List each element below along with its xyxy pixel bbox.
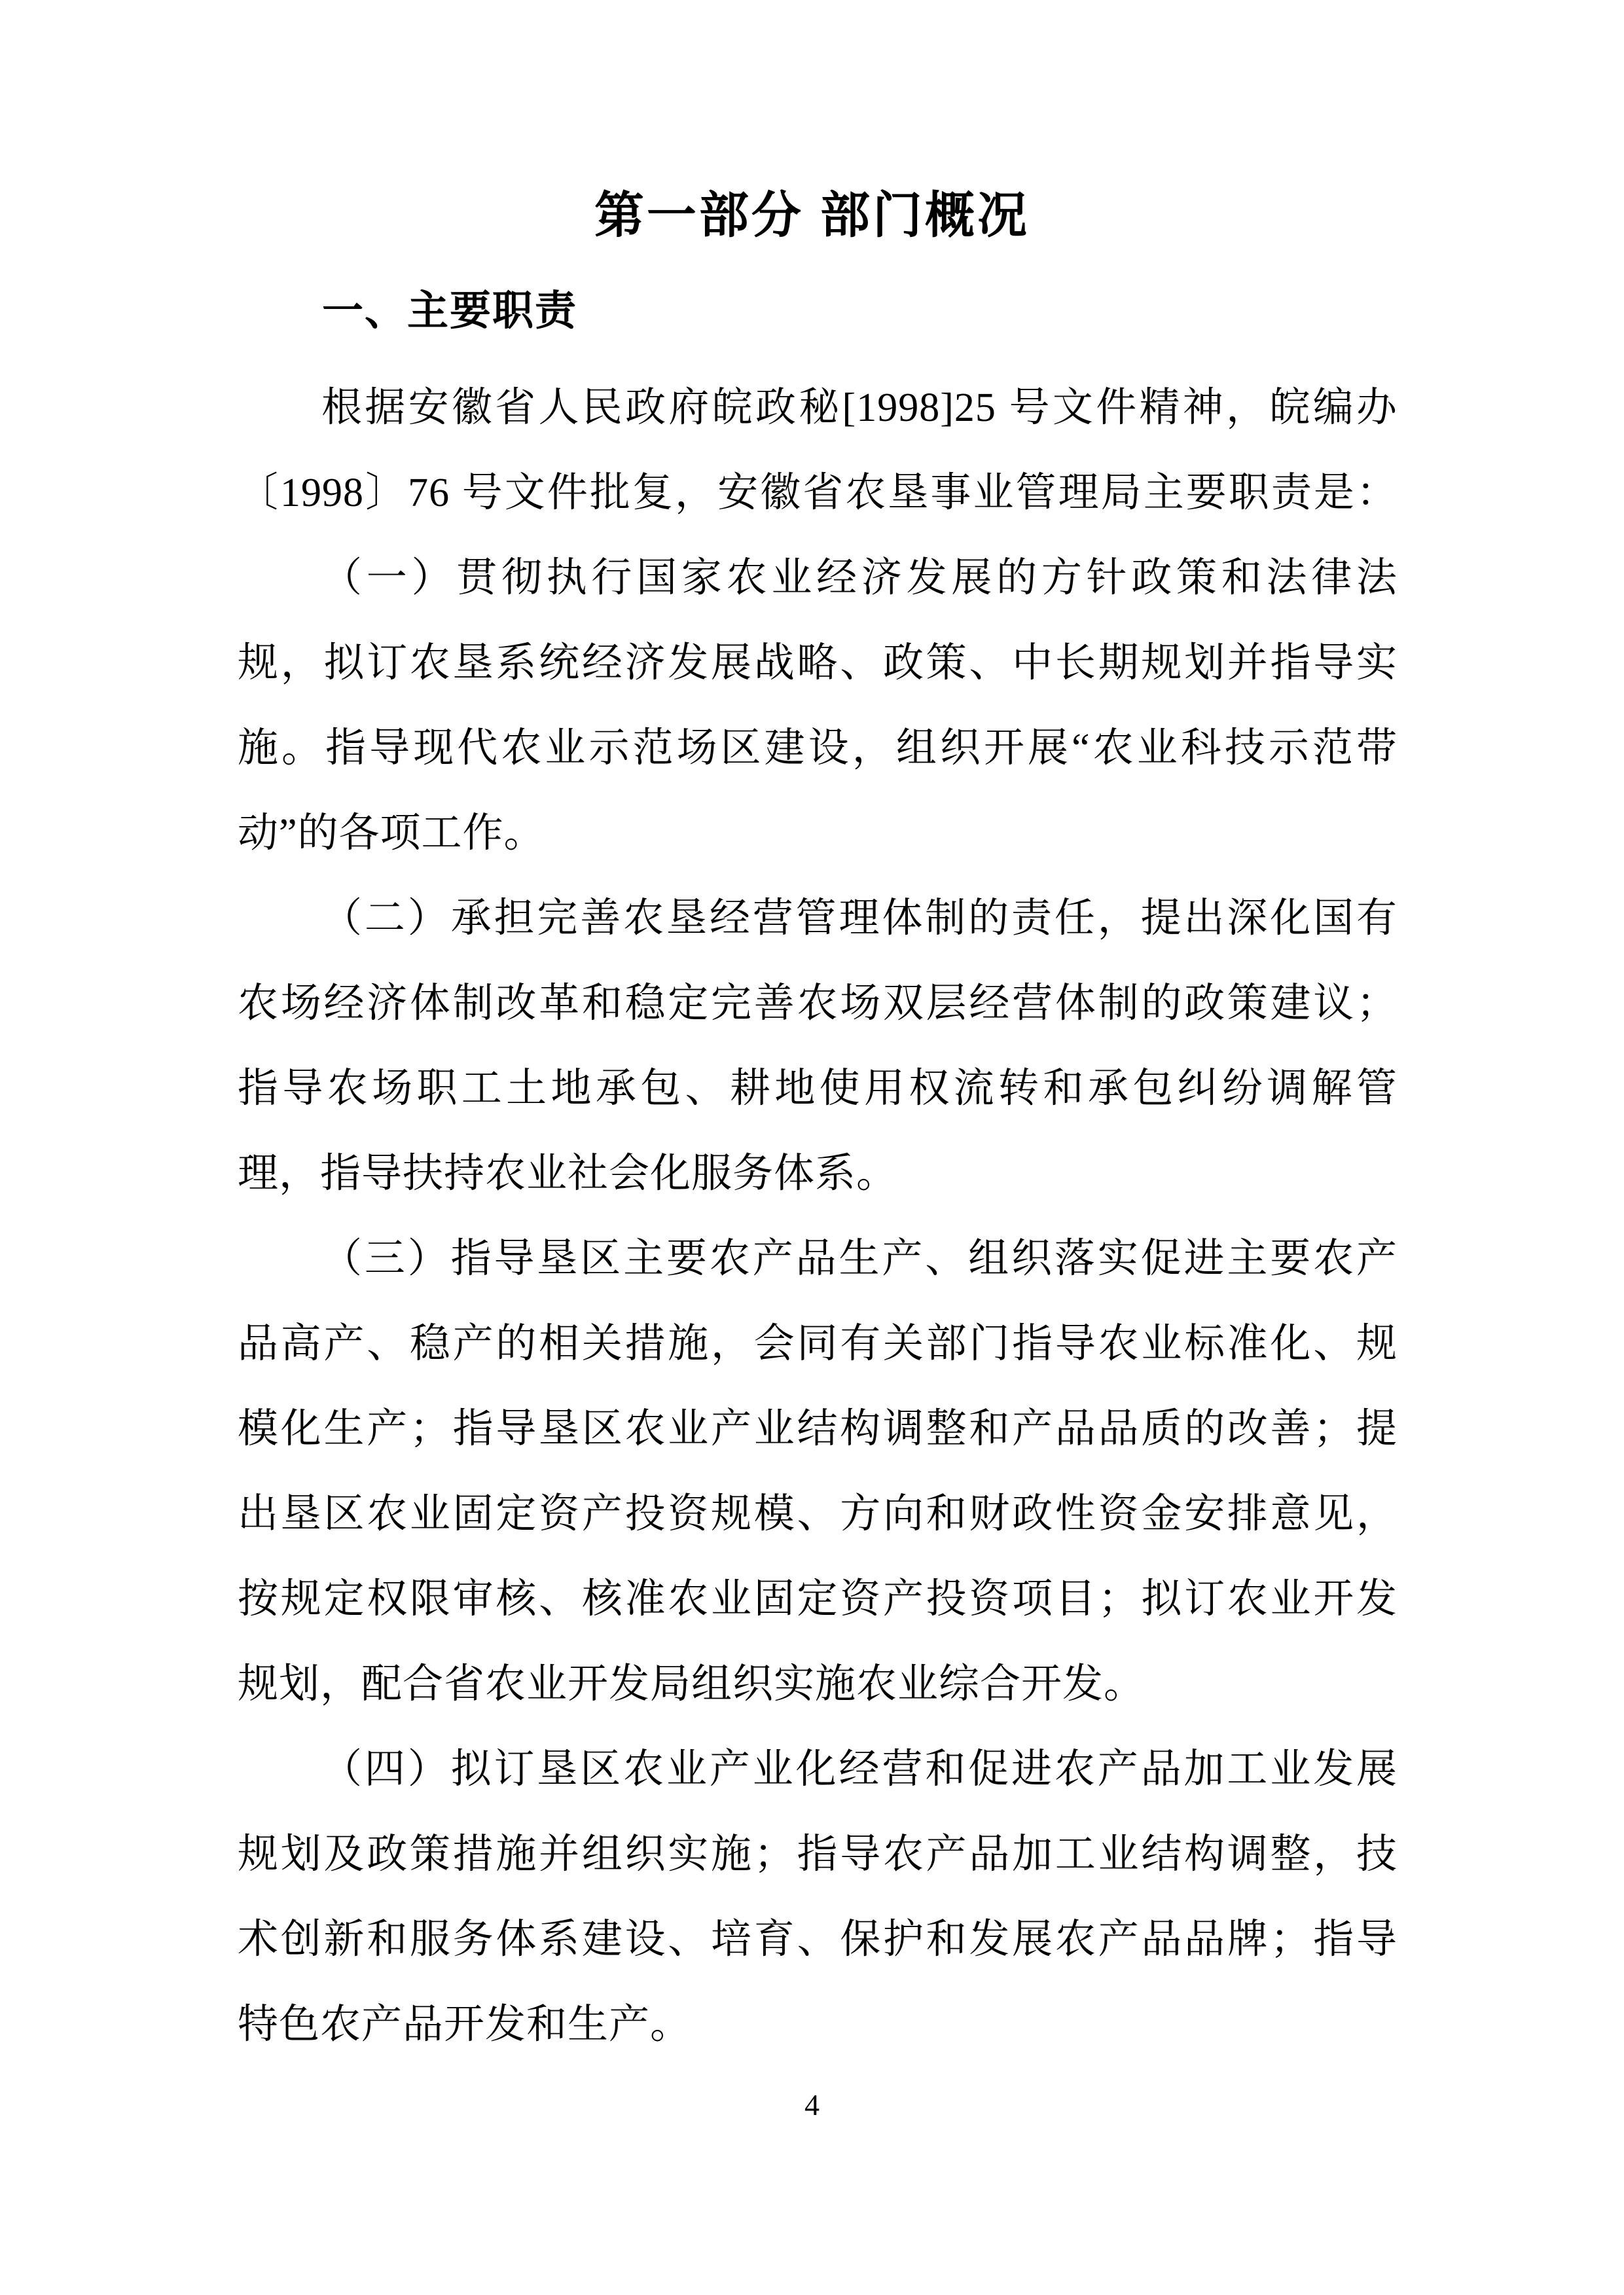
text-line: （二）承担完善农垦经营管理体制的责任，提出深化国有 bbox=[321, 896, 1398, 941]
text-line: 特色农产品开发和生产。 bbox=[238, 2002, 692, 2047]
section-heading: 一、主要职责 bbox=[322, 288, 577, 334]
text-line: 理，指导扶持农业社会化服务体系。 bbox=[238, 1151, 898, 1196]
text-line: 动”的各项工作。 bbox=[238, 811, 545, 856]
text-line: 模化生产；指导垦区农业产业结构调整和产品品质的改善；提 bbox=[238, 1407, 1398, 1451]
text-line: （四）拟订垦区农业产业化经营和促进农产品加工业发展 bbox=[321, 1747, 1398, 1792]
text-line: 按规定权限审核、核准农业固定资产投资项目；拟订农业开发 bbox=[238, 1577, 1398, 1621]
text-line: 〔1998〕76 号文件批复，安徽省农垦事业管理局主要职责是： bbox=[238, 471, 1398, 515]
text-line: 规，拟订农垦系统经济发展战略、政策、中长期规划并指导实 bbox=[238, 641, 1398, 685]
text-line: 品高产、稳产的相关措施，会同有关部门指导农业标准化、规 bbox=[238, 1322, 1398, 1366]
text-line: 根据安徽省人民政府皖政秘[1998]25 号文件精神，皖编办 bbox=[321, 386, 1398, 430]
text-line: 出垦区农业固定资产投资规模、方向和财政性资金安排意见， bbox=[238, 1492, 1398, 1536]
text-line: 规划及政策措施并组织实施；指导农产品加工业结构调整，技 bbox=[238, 1832, 1398, 1877]
document-title: 第一部分 部门概况 bbox=[594, 188, 1030, 244]
body-text-block bbox=[238, 365, 1398, 2067]
text-line: （三）指导垦区主要农产品生产、组织落实促进主要农产 bbox=[321, 1237, 1398, 1281]
text-line: 施。指导现代农业示范场区建设，组织开展“农业科技示范带 bbox=[238, 726, 1398, 770]
text-line: 指导农场职工土地承包、耕地使用权流转和承包纠纷调解管 bbox=[238, 1066, 1398, 1111]
page-number: 4 bbox=[804, 2088, 820, 2122]
text-line: 农场经济体制改革和稳定完善农场双层经营体制的政策建议； bbox=[238, 981, 1398, 1026]
text-line: 规划，配合省农业开发局组织实施农业综合开发。 bbox=[238, 1662, 1146, 1707]
text-line: 术创新和服务体系建设、培育、保护和发展农产品品牌；指导 bbox=[238, 1917, 1398, 1962]
text-line: （一）贯彻执行国家农业经济发展的方针政策和法律法 bbox=[321, 556, 1398, 600]
